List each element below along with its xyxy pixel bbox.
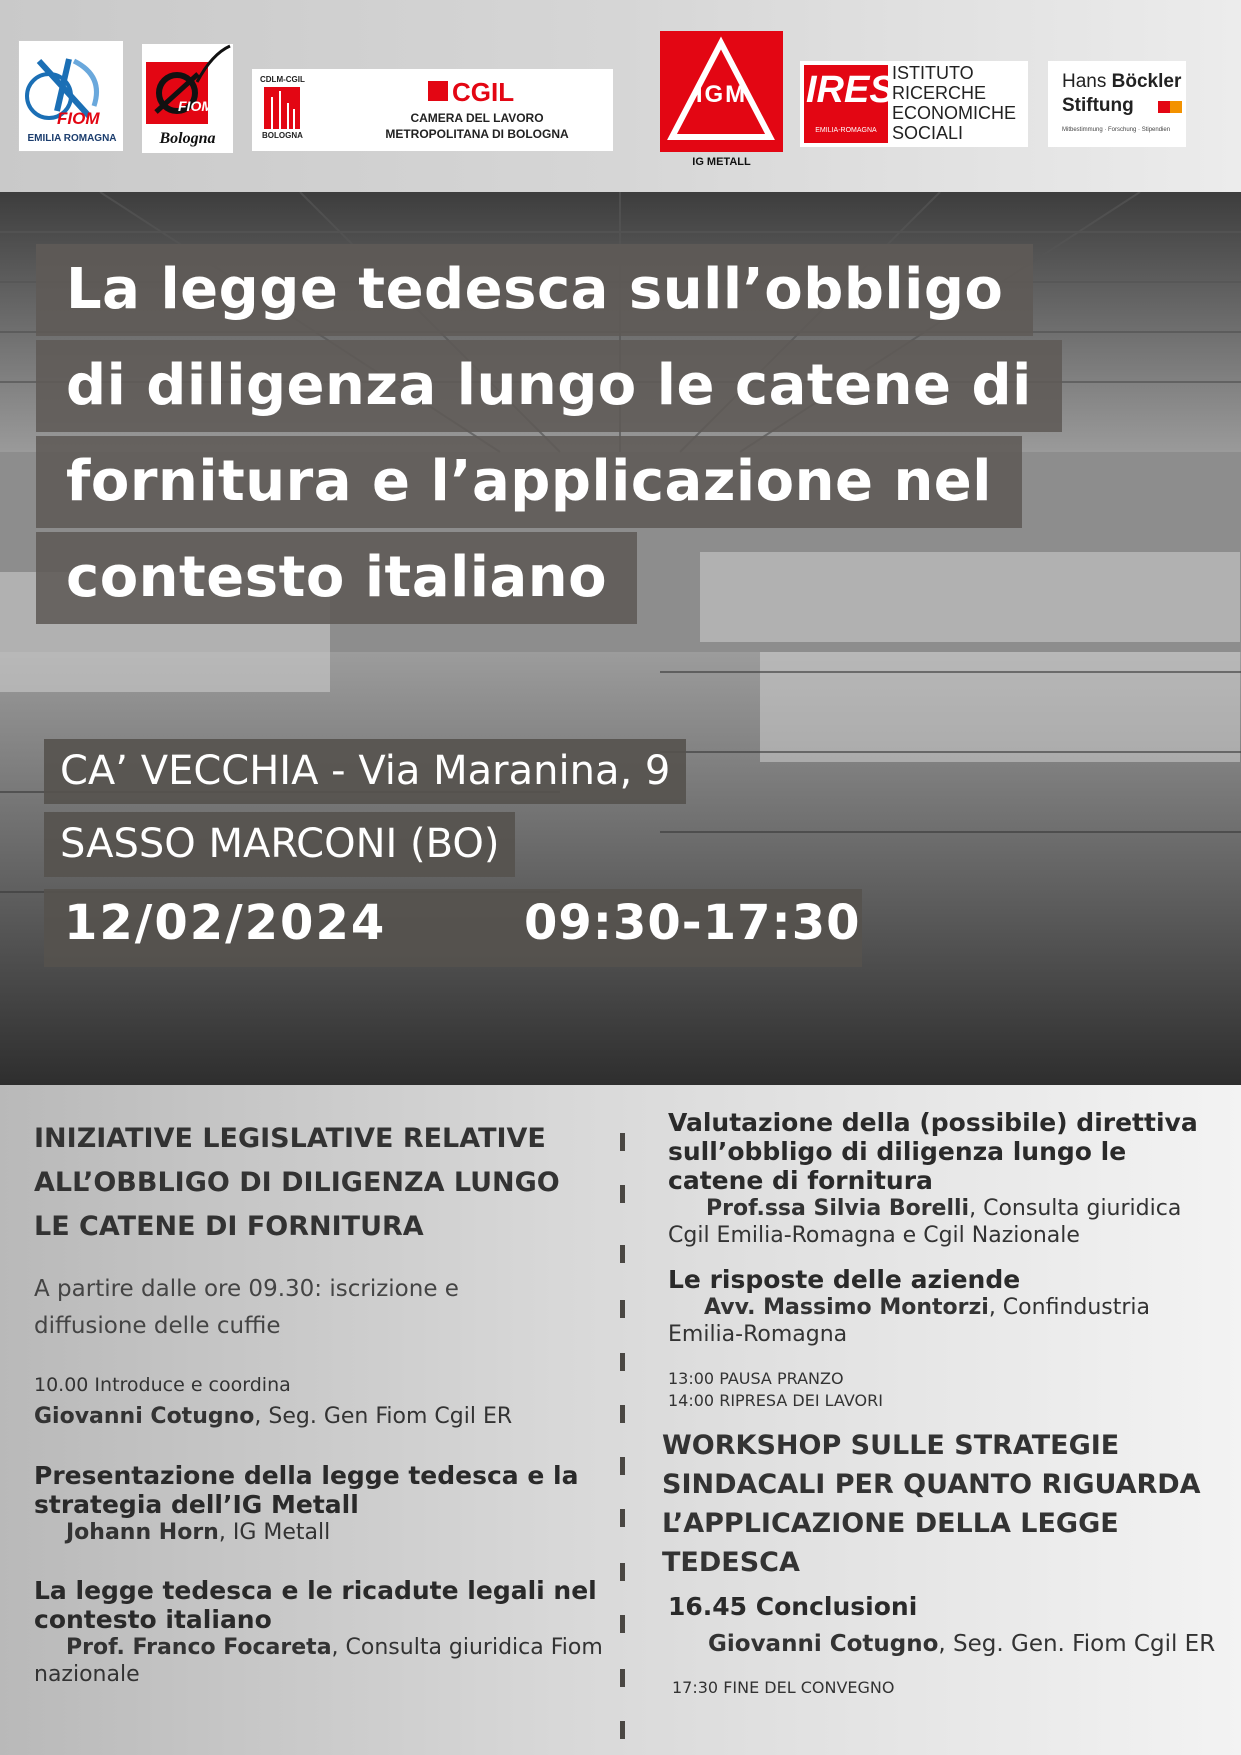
section-heading-legislative (34, 1117, 614, 1249)
title-line-4: contesto italiano (36, 532, 637, 624)
talk2-title-line-2: contesto italiano (34, 1605, 272, 1634)
talk1-speaker-name: Johann Horn (66, 1520, 219, 1545)
conclusions-speaker-name: Giovanni Cotugno (708, 1631, 939, 1657)
hero-warehouse-image (0, 192, 1241, 1085)
hbs-tagline: Mitbestimmung · Forschung · Stipendien (1062, 127, 1171, 133)
talk-companies (668, 1265, 1228, 1348)
ig-metall-logo (660, 31, 783, 171)
hbs-stiftung: Stiftung (1062, 95, 1134, 116)
cdlm-towers-icon (264, 87, 300, 129)
conclusions-speaker-role: , Seg. Gen. Fiom Cgil ER (938, 1631, 1216, 1657)
igm-caption: IG METALL (692, 156, 751, 168)
talk4-title: Le risposte delle aziende (668, 1265, 1021, 1294)
ires-sub: EMILIA-ROMAGNA (815, 127, 877, 134)
section-heading-line-1: INIZIATIVE LEGISLATIVE RELATIVE (34, 1123, 546, 1154)
section-heading-workshop (662, 1426, 1228, 1582)
talk2-speaker-name: Prof. Franco Focareta (66, 1635, 332, 1660)
talk2-title-line-1: La legge tedesca e le ricadute legali nel (34, 1576, 597, 1605)
program-left-column (34, 1117, 614, 1688)
quill-icon (192, 44, 232, 84)
fiom-emilia-romagna-logo (18, 40, 124, 152)
workshop-line-3: L’APPLICAZIONE DELLA LEGGE (662, 1508, 1119, 1539)
ires-l1: ISTITUTO (892, 63, 974, 83)
venue-line-2: SASSO MARCONI (BO) (44, 812, 515, 877)
intro-block (34, 1369, 614, 1433)
cdlm-line2: METROPOLITANA DI BOLOGNA (385, 127, 569, 141)
end-of-conference: 17:30 FINE DEL CONVEGNO (672, 1678, 895, 1697)
section-heading-line-2: ALL’OBBLIGO DI DILIGENZA LUNGO (34, 1167, 560, 1198)
ires-l3: ECONOMICHE (892, 103, 1017, 123)
talk1-title-line-2: strategia dell’IG Metall (34, 1490, 359, 1519)
ires-red-block (804, 65, 895, 143)
event-title (36, 244, 1186, 674)
title-line-3: fornitura e l’applicazione nel (36, 436, 1022, 528)
talk4-speaker-role: , Confindustria (988, 1295, 1150, 1320)
talk-presentation (34, 1461, 614, 1546)
registration-line-1: A partire dalle ore 09.30: iscrizione e (34, 1276, 459, 1302)
talk3-title-line-3: catene di fornitura (668, 1166, 933, 1195)
workshop-line-2: SINDACALI PER QUANTO RIGUARDA (662, 1469, 1201, 1500)
talk2-speaker-role: , Consulta giuridica Fiom (331, 1635, 603, 1660)
workshop-line-1: WORKSHOP SULLE STRATEGIE (662, 1430, 1120, 1461)
event-date: 12/02/2024 (64, 895, 387, 951)
fiom-bo-sub: Bologna (159, 130, 216, 147)
workshop-line-4: TEDESCA (662, 1547, 800, 1578)
fiom-er-sub: EMILIA ROMAGNA (27, 133, 117, 144)
work-resume: 14:00 RIPRESA DEI LAVORI (668, 1391, 883, 1410)
section-heading-line-3: LE CATENE DI FORNITURA (34, 1211, 424, 1242)
registration-line-2: diffusione delle cuffie (34, 1313, 281, 1339)
talk4-speaker-role-cont: Emilia-Romagna (668, 1322, 848, 1347)
hans-boeckler-logo (1048, 61, 1186, 147)
event-time: 09:30-17:30 (524, 895, 861, 951)
cdlm-tag2: BOLOGNA (262, 131, 303, 140)
hbs-hans: Hans (1062, 71, 1112, 92)
intro-speaker-role: , Seg. Gen Fiom Cgil ER (254, 1404, 513, 1429)
logo-bar (0, 0, 1241, 192)
hbs-boeckler: Böckler (1111, 71, 1182, 92)
talk4-speaker-name: Avv. Massimo Montorzi (704, 1295, 989, 1320)
talk-legal (34, 1576, 614, 1688)
talk1-title-line-1: Presentazione della legge tedesca e la (34, 1461, 579, 1490)
conclusions-block (668, 1590, 1228, 1664)
talk3-speaker-role: , Consulta giuridica (969, 1196, 1182, 1221)
ires-l2: RICERCHE (892, 83, 987, 103)
ires-logo (800, 61, 1028, 147)
intro-time: 10.00 Introduce e coordina (34, 1374, 291, 1396)
title-line-1: La legge tedesca sull’obbligo (36, 244, 1033, 336)
break-schedule (668, 1368, 1228, 1412)
fiom-er-name: FIOM (57, 109, 100, 128)
cgil-square-icon (428, 81, 448, 101)
talk3-title-line-2: sull’obbligo di diligenza lungo le (668, 1137, 1127, 1166)
cdlm-tag: CDLM-CGIL (260, 75, 305, 84)
lunch-break: 13:00 PAUSA PRANZO (668, 1369, 844, 1388)
ires-brand: IRES (806, 69, 895, 111)
hbs-color-bar-icon-2 (1170, 101, 1182, 113)
program-right-column (662, 1108, 1228, 1697)
talk1-speaker-role: , IG Metall (218, 1520, 331, 1545)
ires-l4: SOCIALI (892, 123, 964, 143)
talk3-speaker-name: Prof.ssa Silvia Borelli (706, 1196, 970, 1221)
cgil-brand: CGIL (452, 77, 515, 107)
date-time-bar (44, 889, 862, 967)
programme-section (0, 1085, 1241, 1755)
talk3-speaker-role-cont: Cgil Emilia-Romagna e Cgil Nazionale (668, 1223, 1080, 1248)
venue-line-1: CA’ VECCHIA - Via Maranina, 9 (44, 739, 686, 804)
registration-note (34, 1271, 614, 1345)
intro-speaker-name: Giovanni Cotugno (34, 1404, 255, 1429)
talk2-speaker-role-cont: nazionale (34, 1662, 140, 1687)
talk-directive (668, 1108, 1228, 1249)
cgil-bologna-logo (252, 69, 613, 151)
talk3-title-line-1: Valutazione della (possibile) direttiva (668, 1108, 1198, 1137)
igm-letters: IGM (695, 81, 748, 108)
conclusions-title: 16.45 Conclusioni (668, 1592, 918, 1621)
title-line-2: di diligenza lungo le catene di (36, 340, 1062, 432)
fiom-bologna-logo (142, 44, 233, 153)
cdlm-line1: CAMERA DEL LAVORO (410, 111, 544, 125)
hbs-color-bar-icon (1158, 101, 1170, 113)
fiom-bo-name: FIOM (178, 98, 213, 114)
